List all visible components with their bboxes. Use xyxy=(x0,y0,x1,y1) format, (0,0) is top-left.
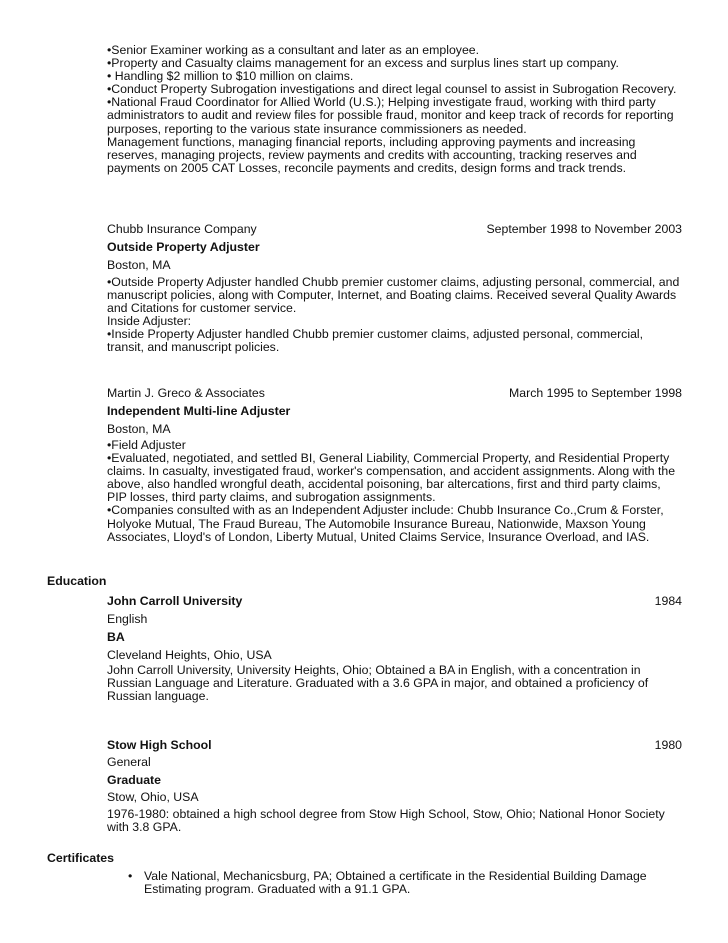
certificates-heading: Certificates xyxy=(47,851,114,865)
job-dates: September 1998 to November 2003 xyxy=(486,222,682,236)
school-description: John Carroll University, University Heights, Ohio; Obtained a BA in English, with a concentration in Russian Language and Literature. Graduated with a 3.6 GPA in major, and obtained a proficiency of Russian language. xyxy=(107,663,649,704)
paragraph: Management functions, managing financial reports, including approving payments and increasing reserves, managing projects, review payments and credits with accounting, tracking reserves and payments on 2005 CAT Losses, reconcile payments and credits, design forms and track trends. xyxy=(107,134,637,175)
school-field: English xyxy=(107,612,148,626)
school-description: 1976-1980: obtained a high school degree from Stow High School, Stow, Ohio; National Honor Society with 3.8 GPA. xyxy=(107,807,665,835)
school-location: Cleveland Heights, Ohio, USA xyxy=(107,648,272,662)
paragraph: •Outside Property Adjuster handled Chubb premier customer claims, adjusting personal, commercial, and manuscript policies, along with Computer, Internet, and Boating claims. Received several Quality Awards and Citations for customer service. xyxy=(107,275,680,316)
job-description xyxy=(107,439,682,544)
paragraph: •Field Adjuster xyxy=(107,438,186,452)
experience-summary xyxy=(107,44,682,175)
company-name: Martin J. Greco & Associates xyxy=(107,386,265,400)
paragraph: •Companies consulted with as an Independent Adjuster include: Chubb Insurance Co.,Crum & Forster, Holyoke Mutual, The Fraud Bureau, The Automobile Insurance Bureau, Nationwide, Maxson Young Associates, Lloyd's of London, Liberty Mutual, United Claims Service, Insurance Overload, and IAS. xyxy=(107,503,664,544)
job-location: Boston, MA xyxy=(107,258,171,272)
paragraph: •Evaluated, negotiated, and settled BI, General Liability, Commercial Property, and Residential Property claims. In casualty, investigated fraud, worker's compensation, and accident assignments. Along with the above, also handled wrongful death, accidental poisoning, bar altercations, first and third party claims, PIP losses, third party claims, and subrogation assignments. xyxy=(107,451,676,505)
job-dates: March 1995 to September 1998 xyxy=(509,386,682,400)
school-degree: Graduate xyxy=(107,773,161,787)
certificate-text: Vale National, Mechanicsburg, PA; Obtained a certificate in the Residential Building Damage Estimating program. Graduated with a 91.1 GPA. xyxy=(144,869,647,897)
education-heading: Education xyxy=(47,574,107,588)
school-location: Stow, Ohio, USA xyxy=(107,790,199,804)
paragraph: •Inside Property Adjuster handled Chubb premier customer claims, adjusted personal, commercial, transit, and manuscript policies. xyxy=(107,327,644,355)
school-name: Stow High School xyxy=(107,738,212,752)
school-year: 1980 xyxy=(654,738,682,752)
paragraph: •Property and Casualty claims management for an excess and surplus lines start up company. xyxy=(107,56,619,71)
job-title: Outside Property Adjuster xyxy=(107,240,260,254)
job-title: Independent Multi-line Adjuster xyxy=(107,404,291,418)
paragraph: •Conduct Property Subrogation investigations and direct legal counsel to assist in Subrogation Recovery. xyxy=(107,82,677,97)
bullet-marker: • xyxy=(128,869,133,883)
job-description xyxy=(107,276,682,355)
school-year: 1984 xyxy=(654,594,682,608)
paragraph: Inside Adjuster: xyxy=(107,314,192,329)
paragraph: •National Fraud Coordinator for Allied World (U.S.); Helping investigate fraud, working with third party administrators to audit and review files for possible fraud, monitor and keep track of records for reporting purposes, reporting to the various state insurance commissioners as needed. xyxy=(107,95,674,136)
school-degree: BA xyxy=(107,630,125,644)
company-name: Chubb Insurance Company xyxy=(107,222,257,236)
school-field: General xyxy=(107,755,151,769)
paragraph: • Handling $2 million to $10 million on claims. xyxy=(107,69,354,84)
school-name: John Carroll University xyxy=(107,594,243,608)
job-location: Boston, MA xyxy=(107,422,171,436)
paragraph: •Senior Examiner working as a consultant and later as an employee. xyxy=(107,43,480,57)
